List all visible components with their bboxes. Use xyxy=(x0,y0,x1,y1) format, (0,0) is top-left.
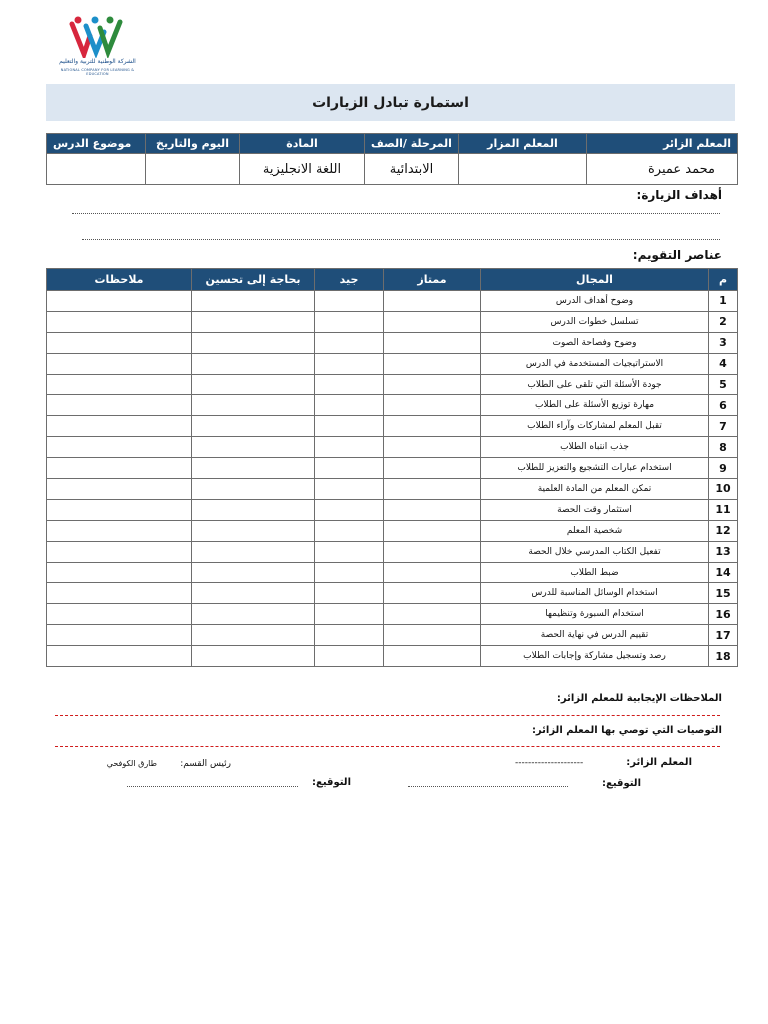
row-field: مهارة توزيع الأسئلة على الطلاب xyxy=(481,395,709,416)
row-notes-cell[interactable] xyxy=(47,332,192,353)
row-field: جودة الأسئلة التي تلقى على الطلاب xyxy=(481,374,709,395)
row-field: استثمار وقت الحصة xyxy=(481,499,709,520)
row-good-cell[interactable] xyxy=(315,437,384,458)
row-field: وضوح أهداف الدرس xyxy=(481,291,709,312)
subject-value[interactable]: اللغة الانجليزية xyxy=(240,154,365,185)
row-field: استخدام السبورة وتنظيمها xyxy=(481,604,709,625)
row-excellent-cell[interactable] xyxy=(384,583,481,604)
row-notes-cell[interactable] xyxy=(47,583,192,604)
signature-line-right[interactable] xyxy=(408,786,568,787)
row-excellent-cell[interactable] xyxy=(384,332,481,353)
recommendations-line[interactable] xyxy=(55,746,720,747)
row-notes-cell[interactable] xyxy=(47,374,192,395)
header-visitor-teacher: المعلم الزائر xyxy=(587,134,738,154)
row-excellent-cell[interactable] xyxy=(384,520,481,541)
row-notes-cell[interactable] xyxy=(47,625,192,646)
row-number: 1 xyxy=(709,291,738,312)
header-date: اليوم والتاريخ xyxy=(146,134,240,154)
date-value[interactable] xyxy=(146,154,240,185)
row-notes-cell[interactable] xyxy=(47,395,192,416)
recommendations-label: التوصيات التي توصي بها المعلم الزائر: xyxy=(531,725,722,736)
signature-line-left[interactable] xyxy=(127,786,298,787)
signature-label-right: التوقيع: xyxy=(602,778,641,789)
row-good-cell[interactable] xyxy=(315,458,384,479)
table-row xyxy=(47,646,738,667)
row-needs-improvement-cell[interactable] xyxy=(192,311,315,332)
row-excellent-cell[interactable] xyxy=(384,311,481,332)
logo-name-en: NATIONAL COMPANY FOR LEARNING & EDUCATION xyxy=(60,68,135,76)
row-excellent-cell[interactable] xyxy=(384,541,481,562)
row-needs-improvement-cell[interactable] xyxy=(192,562,315,583)
row-number: 13 xyxy=(709,541,738,562)
visit-goals-label: أهداف الزيارة: xyxy=(636,188,722,202)
table-row xyxy=(47,541,738,562)
row-number: 11 xyxy=(709,499,738,520)
header-stage: المرحلة /الصف xyxy=(365,134,459,154)
row-field: تسلسل خطوات الدرس xyxy=(481,311,709,332)
evaluation-criteria-label: عناصر التقويم: xyxy=(632,248,722,262)
company-logo xyxy=(50,14,145,74)
table-row xyxy=(47,562,738,583)
evaluation-table-body xyxy=(47,291,738,667)
row-good-cell[interactable] xyxy=(315,332,384,353)
row-needs-improvement-cell[interactable] xyxy=(192,583,315,604)
row-field: تفعيل الكتاب المدرسي خلال الحصة xyxy=(481,541,709,562)
visitor-teacher-sign-label: المعلم الزائر: xyxy=(626,757,692,768)
row-notes-cell[interactable] xyxy=(47,291,192,312)
table-row xyxy=(47,416,738,437)
row-number: 3 xyxy=(709,332,738,353)
row-field: استخدام الوسائل المناسبة للدرس xyxy=(481,583,709,604)
row-excellent-cell[interactable] xyxy=(384,562,481,583)
row-number: 6 xyxy=(709,395,738,416)
goals-line-1[interactable] xyxy=(72,213,720,214)
table-row xyxy=(47,374,738,395)
row-field: جذب انتباه الطلاب xyxy=(481,437,709,458)
row-excellent-cell[interactable] xyxy=(384,625,481,646)
signature-label-left: التوقيع: xyxy=(312,777,351,788)
row-notes-cell[interactable] xyxy=(47,646,192,667)
row-excellent-cell[interactable] xyxy=(384,291,481,312)
row-number: 12 xyxy=(709,520,738,541)
table-row xyxy=(47,458,738,479)
row-notes-cell[interactable] xyxy=(47,311,192,332)
row-number: 17 xyxy=(709,625,738,646)
row-good-cell[interactable] xyxy=(315,562,384,583)
visited-teacher-value[interactable] xyxy=(459,154,587,185)
head-of-department-label: رئيس القسم: xyxy=(180,759,231,769)
row-excellent-cell[interactable] xyxy=(384,499,481,520)
positive-notes-line[interactable] xyxy=(55,715,720,716)
row-needs-improvement-cell[interactable] xyxy=(192,625,315,646)
row-field: ضبط الطلاب xyxy=(481,562,709,583)
row-field: تقبل المعلم لمشاركات وآراء الطلاب xyxy=(481,416,709,437)
form-title: استمارة تبادل الزيارات xyxy=(46,84,735,121)
table-row xyxy=(47,311,738,332)
row-needs-improvement-cell[interactable] xyxy=(192,541,315,562)
row-good-cell[interactable] xyxy=(315,353,384,374)
header-good: جيد xyxy=(315,269,384,291)
row-needs-improvement-cell[interactable] xyxy=(192,499,315,520)
row-good-cell[interactable] xyxy=(315,416,384,437)
visitor-teacher-sign-value[interactable]: --------------------- xyxy=(515,758,584,768)
row-notes-cell[interactable] xyxy=(47,458,192,479)
table-row xyxy=(47,583,738,604)
row-number: 4 xyxy=(709,353,738,374)
table-row xyxy=(47,479,738,500)
row-needs-improvement-cell[interactable] xyxy=(192,458,315,479)
table-row xyxy=(47,499,738,520)
header-lesson-topic: موضوع الدرس xyxy=(47,134,146,154)
row-excellent-cell[interactable] xyxy=(384,395,481,416)
row-notes-cell[interactable] xyxy=(47,604,192,625)
row-needs-improvement-cell[interactable] xyxy=(192,604,315,625)
row-field: وضوح وفصاحة الصوت xyxy=(481,332,709,353)
row-needs-improvement-cell[interactable] xyxy=(192,520,315,541)
row-needs-improvement-cell[interactable] xyxy=(192,291,315,312)
header-field: المجال xyxy=(481,269,709,291)
header-visited-teacher: المعلم المزار xyxy=(459,134,587,154)
row-field: رصد وتسجيل مشاركة وإجابات الطلاب xyxy=(481,646,709,667)
stage-value[interactable]: الابتدائية xyxy=(365,154,459,185)
evaluation-table xyxy=(46,268,738,667)
row-needs-improvement-cell[interactable] xyxy=(192,374,315,395)
row-excellent-cell[interactable] xyxy=(384,604,481,625)
table-row xyxy=(47,437,738,458)
row-good-cell[interactable] xyxy=(315,291,384,312)
row-notes-cell[interactable] xyxy=(47,479,192,500)
row-number: 9 xyxy=(709,458,738,479)
visit-info-table xyxy=(46,133,738,185)
table-row xyxy=(47,520,738,541)
row-good-cell[interactable] xyxy=(315,646,384,667)
row-notes-cell[interactable] xyxy=(47,416,192,437)
header-number: م xyxy=(709,269,738,291)
row-excellent-cell[interactable] xyxy=(384,353,481,374)
header-subject: المادة xyxy=(240,134,365,154)
row-number: 5 xyxy=(709,374,738,395)
row-needs-improvement-cell[interactable] xyxy=(192,479,315,500)
row-good-cell[interactable] xyxy=(315,520,384,541)
header-needs-improvement: بحاجة إلى تحسين xyxy=(192,269,315,291)
row-excellent-cell[interactable] xyxy=(384,458,481,479)
row-number: 8 xyxy=(709,437,738,458)
row-needs-improvement-cell[interactable] xyxy=(192,416,315,437)
row-notes-cell[interactable] xyxy=(47,562,192,583)
goals-line-2[interactable] xyxy=(82,239,720,240)
row-notes-cell[interactable] xyxy=(47,520,192,541)
row-needs-improvement-cell[interactable] xyxy=(192,332,315,353)
table-row xyxy=(47,625,738,646)
table-row xyxy=(47,353,738,374)
logo-name-ar: الشركة الوطنية للتربية والتعليم xyxy=(59,58,136,65)
row-needs-improvement-cell[interactable] xyxy=(192,646,315,667)
row-number: 2 xyxy=(709,311,738,332)
table-row xyxy=(47,395,738,416)
row-good-cell[interactable] xyxy=(315,625,384,646)
header-excellent: ممتاز xyxy=(384,269,481,291)
row-good-cell[interactable] xyxy=(315,374,384,395)
row-notes-cell[interactable] xyxy=(47,541,192,562)
row-field: تمكن المعلم من المادة العلمية xyxy=(481,479,709,500)
head-of-department-name: طارق الكوفحي xyxy=(106,759,157,768)
row-excellent-cell[interactable] xyxy=(384,646,481,667)
row-good-cell[interactable] xyxy=(315,395,384,416)
logo-mark-icon xyxy=(50,14,145,58)
table-row xyxy=(47,604,738,625)
row-number: 14 xyxy=(709,562,738,583)
row-good-cell[interactable] xyxy=(315,311,384,332)
row-good-cell[interactable] xyxy=(315,583,384,604)
row-field: الاستراتيجيات المستخدمة في الدرس xyxy=(481,353,709,374)
row-excellent-cell[interactable] xyxy=(384,437,481,458)
row-excellent-cell[interactable] xyxy=(384,479,481,500)
row-excellent-cell[interactable] xyxy=(384,374,481,395)
row-field: استخدام عبارات التشجيع والتعزيز للطلاب xyxy=(481,458,709,479)
row-notes-cell[interactable] xyxy=(47,353,192,374)
row-number: 10 xyxy=(709,479,738,500)
row-good-cell[interactable] xyxy=(315,604,384,625)
positive-notes-label: الملاحظات الإيجابية للمعلم الزائر: xyxy=(556,693,722,704)
row-number: 15 xyxy=(709,583,738,604)
table-row xyxy=(47,332,738,353)
row-good-cell[interactable] xyxy=(315,499,384,520)
row-needs-improvement-cell[interactable] xyxy=(192,353,315,374)
row-good-cell[interactable] xyxy=(315,541,384,562)
row-number: 18 xyxy=(709,646,738,667)
header-notes: ملاحظات xyxy=(47,269,192,291)
row-notes-cell[interactable] xyxy=(47,437,192,458)
row-number: 16 xyxy=(709,604,738,625)
row-field: تقييم الدرس في نهاية الحصة xyxy=(481,625,709,646)
row-excellent-cell[interactable] xyxy=(384,416,481,437)
row-field: شخصية المعلم xyxy=(481,520,709,541)
row-notes-cell[interactable] xyxy=(47,499,192,520)
row-number: 7 xyxy=(709,416,738,437)
lesson-topic-value[interactable] xyxy=(47,154,146,185)
table-row xyxy=(47,291,738,312)
row-good-cell[interactable] xyxy=(315,479,384,500)
row-needs-improvement-cell[interactable] xyxy=(192,395,315,416)
visitor-teacher-value[interactable]: محمد عميرة xyxy=(587,154,738,185)
row-needs-improvement-cell[interactable] xyxy=(192,437,315,458)
